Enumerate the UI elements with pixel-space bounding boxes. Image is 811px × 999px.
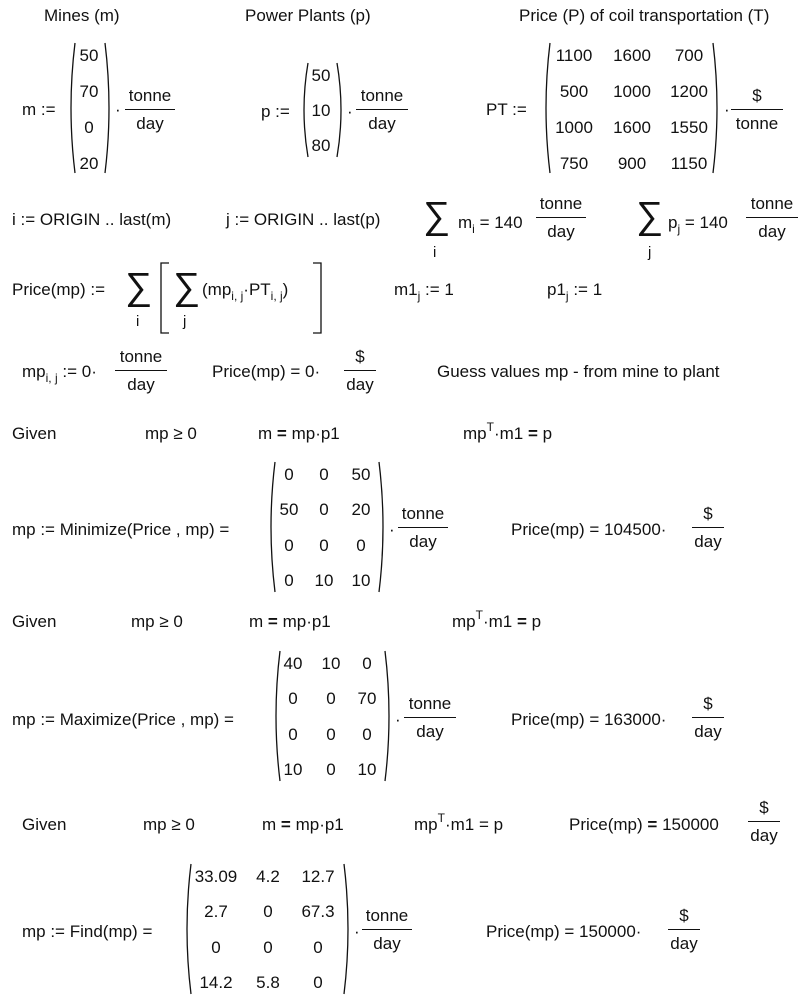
find-unit-fraction: tonne day [362, 906, 412, 956]
pt-cell: 500 [559, 82, 589, 101]
m-value: 50 [79, 46, 99, 65]
given-label: Given [22, 815, 67, 834]
constraint-nonnegative: mp ≥ 0 [145, 424, 197, 443]
maximize-price-unit-fraction: $ day [692, 694, 724, 744]
maximize-cell: 0 [362, 725, 372, 744]
m-value: 0 [84, 118, 94, 137]
constraint-demand: $mp^T\cdot m1 = p$ [463, 420, 553, 443]
header-price: Price (P) of coil transportation (T) [519, 6, 770, 25]
minimize-cell: 0 [356, 536, 366, 555]
pt-cell: 900 [617, 154, 647, 173]
m1-definition: $m1_j$ := 1 [394, 280, 454, 303]
find-expression: mp := Find(mp) = [22, 922, 153, 941]
maximize-cell: 40 [283, 654, 303, 673]
pt-cell: 1100 [555, 46, 593, 65]
maximize-cell: 10 [357, 760, 377, 779]
pt-cell: 1000 [613, 82, 651, 101]
maximize-cell: 10 [283, 760, 303, 779]
price-inner-index: j [183, 313, 187, 330]
price-left-bracket [160, 262, 170, 334]
constraint-supply: m = mp·p1 [258, 424, 340, 443]
minimize-cell: 50 [279, 500, 299, 519]
i-range-definition: i := ORIGIN .. last(m) [12, 210, 172, 229]
sum-p-sigma: ∑ [636, 195, 664, 237]
pt-cell: 750 [559, 154, 589, 173]
find-right-paren [343, 863, 353, 995]
price-function-lhs: Price(mp) := [12, 280, 106, 299]
minimize-cell: 10 [314, 571, 334, 590]
maximize-expression: mp := Maximize(Price , mp) = [12, 710, 234, 729]
minimize-cell: 0 [319, 465, 329, 484]
pt-definition-lhs: PT := [486, 100, 527, 119]
p-definition-lhs: p := [261, 102, 290, 121]
find-cell: 4.2 [256, 867, 280, 886]
maximize-unit-fraction: tonne day [404, 694, 456, 744]
pt-cell: 1000 [555, 118, 593, 137]
minimize-cell: 0 [284, 465, 294, 484]
m-unit-fraction: tonne day [125, 86, 175, 136]
m-definition-lhs: m := [22, 100, 56, 119]
find-price-unit-fraction: $ day [668, 906, 700, 956]
pt-right-paren [712, 42, 722, 174]
pt-cell: 1600 [613, 118, 651, 137]
given-label: Given [12, 424, 57, 443]
pt-unit-fraction: $ tonne [731, 86, 783, 136]
sum-m-unit-fraction: tonne day [536, 194, 586, 244]
minimize-unit-fraction: tonne day [398, 504, 448, 554]
minimize-price-result: Price(mp) = 104500· [511, 520, 667, 539]
pt-cell: 1200 [670, 82, 708, 101]
sum-p-term: $p_j = 140$ [668, 213, 728, 236]
find-cell: 0 [313, 938, 323, 957]
find-cell: 0 [263, 902, 273, 921]
maximize-price-result: Price(mp) = 163000· [511, 710, 667, 729]
price-outer-index: i [136, 313, 140, 330]
p-unit-fraction: tonne day [356, 86, 408, 136]
maximize-cell: 0 [326, 689, 336, 708]
maximize-cell: 0 [288, 725, 298, 744]
price-outer-sigma: ∑ [125, 266, 153, 308]
minimize-cell: 20 [351, 500, 371, 519]
minimize-expression: mp := Minimize(Price , mp) = [12, 520, 230, 539]
header-mines: Mines (m) [44, 6, 120, 25]
maximize-cell: 0 [362, 654, 372, 673]
minimize-cell: 0 [284, 571, 294, 590]
pt-cell: 1550 [670, 118, 708, 137]
guess-mp-unit-fraction: tonne day [115, 347, 167, 397]
pt-cell: 1150 [670, 154, 708, 173]
price-right-bracket [312, 262, 322, 334]
constraint-price: Price(mp) = 150000 [569, 815, 719, 834]
sum-m-term: $m_i = 140$ [458, 213, 523, 236]
j-range-definition: j := ORIGIN .. last(p) [226, 210, 381, 229]
maximize-cell: 70 [357, 689, 377, 708]
minimize-right-paren [378, 461, 388, 593]
minimize-cell: 0 [319, 500, 329, 519]
find-price-result: Price(mp) = 150000· [486, 922, 642, 941]
maximize-cell: 10 [321, 654, 341, 673]
p-value: 50 [311, 66, 331, 85]
constraint-nonnegative: mp ≥ 0 [143, 815, 195, 834]
m-value: 20 [79, 154, 99, 173]
p-right-paren [336, 62, 346, 158]
constraint-nonnegative: mp ≥ 0 [131, 612, 183, 631]
maximize-cell: 0 [326, 725, 336, 744]
guess-price-unit-fraction: $ day [344, 347, 376, 397]
find-cell: 12.7 [301, 867, 335, 886]
price-inner-sigma: ∑ [173, 266, 201, 308]
find-cell: 0 [263, 938, 273, 957]
find-cell: 5.8 [256, 973, 280, 992]
minimize-price-unit-fraction: $ day [692, 504, 724, 554]
guess-note: Guess values mp - from mine to plant [437, 362, 720, 381]
sum-p-unit-fraction: tonne day [746, 194, 798, 244]
find-cell: 67.3 [301, 902, 335, 921]
minimize-cell: 50 [351, 465, 371, 484]
constraint-demand: $mp^T\cdot m1 = p$ [452, 608, 542, 631]
maximize-right-paren [384, 650, 394, 782]
maximize-cell: 0 [288, 689, 298, 708]
header-power-plants: Power Plants (p) [245, 6, 371, 25]
p-value: 10 [311, 101, 331, 120]
find-cell: 0 [211, 938, 221, 957]
minimize-cell: 10 [351, 571, 371, 590]
guess-mp-definition: $mp_{i, j}$ := 0· [22, 362, 97, 385]
find-cell: 14.2 [199, 973, 233, 992]
constraint-supply: m = mp·p1 [262, 815, 344, 834]
m-value: 70 [79, 82, 99, 101]
guess-price: Price(mp) = 0· [212, 362, 321, 381]
given-label: Given [12, 612, 57, 631]
constraint-price-unit-fraction: $ day [748, 798, 780, 848]
sum-m-index: i [433, 244, 437, 261]
minimize-cell: 0 [284, 536, 294, 555]
price-term: $(mp_{i, j}\cdot PT_{i, j})$ [202, 280, 289, 303]
sum-m-sigma: ∑ [423, 195, 451, 237]
minimize-cell: 0 [319, 536, 329, 555]
maximize-cell: 0 [326, 760, 336, 779]
find-cell: 2.7 [204, 902, 228, 921]
p1-definition: $p1_j$ := 1 [547, 280, 603, 303]
pt-cell: 1600 [613, 46, 651, 65]
find-cell: 0 [313, 973, 323, 992]
pt-cell: 700 [674, 46, 704, 65]
constraint-supply: m = mp·p1 [249, 612, 331, 631]
constraint-demand: $mp^T\cdot m1 = p$ [414, 811, 504, 834]
sum-p-index: j [648, 244, 652, 261]
m-right-paren [104, 42, 114, 174]
p-value: 80 [311, 136, 331, 155]
find-cell: 33.09 [194, 867, 238, 886]
